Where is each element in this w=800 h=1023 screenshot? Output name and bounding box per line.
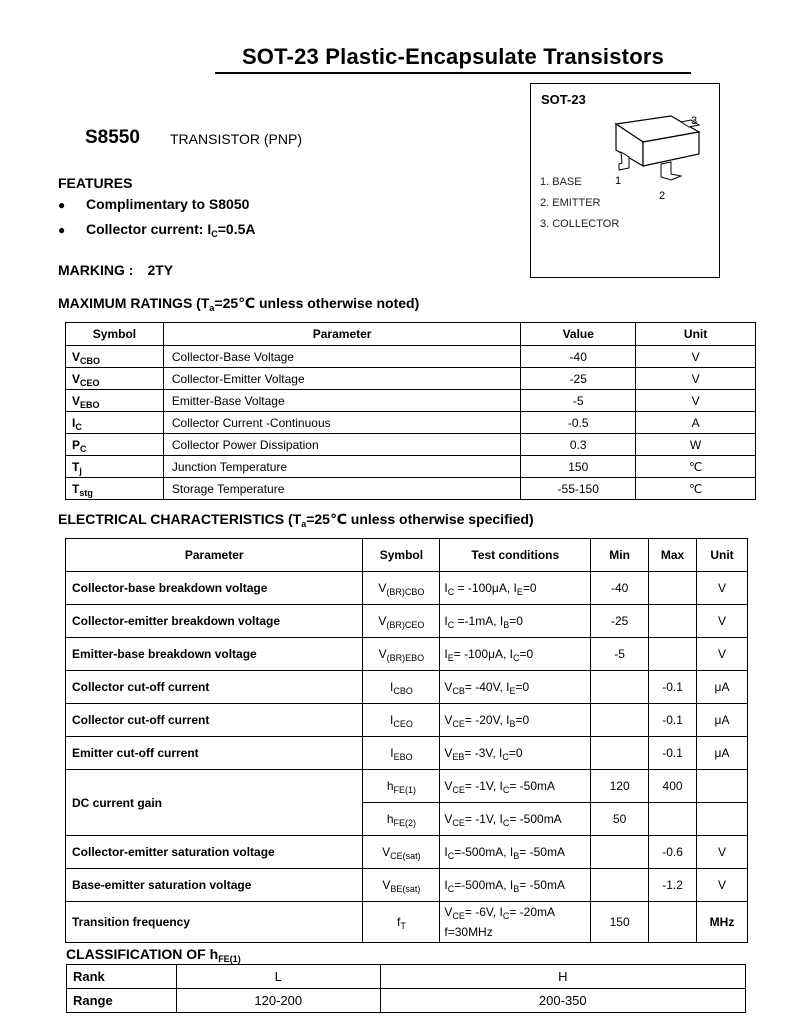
unit-cell: μA: [697, 737, 748, 770]
condition-cell: $I_C=-500mA$, $I_B= -50mA$: [440, 836, 591, 869]
symbol-cell: $I_C$: [66, 412, 164, 434]
pin-label: 1. BASE: [540, 176, 582, 188]
symbol-cell: $h_{FE(2)}$: [363, 803, 440, 836]
part-number: S8550: [85, 127, 140, 148]
parameter-cell: Emitter-Base Voltage: [163, 390, 520, 412]
parameter-cell: Collector-emitter breakdown voltage: [66, 605, 363, 638]
parameter-cell: Collector Power Dissipation: [163, 434, 520, 456]
unit-cell: ℃: [636, 478, 756, 500]
condition-cell: $I_C=-500mA$, $I_B= -50mA$: [440, 869, 591, 902]
pin-label: 2. EMITTER: [540, 197, 601, 209]
table-row: [66, 478, 756, 500]
part-type: TRANSISTOR (PNP): [170, 131, 302, 147]
classification-heading: CLASSIFICATION OF $h_{FE(1)}$: [66, 946, 241, 964]
unit-cell: W: [636, 434, 756, 456]
min-cell: 120: [591, 770, 649, 803]
max-cell: -0.1: [649, 737, 697, 770]
condition-line: $V_{CE}= -6V$, $I_C= -20mA$: [444, 905, 556, 921]
parameter-cell: Emitter cut-off current: [66, 737, 363, 770]
max-cell: [649, 902, 697, 943]
col-header: Symbol: [66, 323, 164, 346]
condition-cell: [440, 902, 591, 943]
condition-cell: $V_{CE}= -1V$, $I_C= -500mA$: [440, 803, 591, 836]
col-header: Min: [591, 539, 649, 572]
features-heading: FEATURES: [58, 175, 133, 191]
unit-cell: V: [697, 638, 748, 671]
symbol-cell: $V_{CBO}$: [66, 346, 164, 368]
max-cell: -0.6: [649, 836, 697, 869]
table-row: [66, 737, 748, 770]
col-header: Unit: [636, 323, 756, 346]
value-cell: -25: [521, 368, 636, 390]
feature-item: ● Collector current: $I_C=0.5A$: [58, 221, 256, 239]
condition-cell: $V_{CE}= -20V$, $I_B=0$: [440, 704, 591, 737]
condition-cell: $V_{CB}= -40V$, $I_E=0$: [440, 671, 591, 704]
package-diagram: [530, 83, 720, 278]
min-cell: -40: [591, 572, 649, 605]
parameter-cell: Collector cut-off current: [66, 671, 363, 704]
symbol-cell: $T_{stg}$: [66, 478, 164, 500]
table-row: [66, 869, 748, 902]
value-cell: H: [380, 965, 745, 989]
col-header: Parameter: [163, 323, 520, 346]
table-row: [66, 456, 756, 478]
table-row: [66, 704, 748, 737]
unit-cell: V: [697, 869, 748, 902]
parameter-cell: Collector Current -Continuous: [163, 412, 520, 434]
value-cell: L: [176, 965, 380, 989]
table-row: [66, 412, 756, 434]
unit-cell: MHz: [697, 902, 748, 943]
value-cell: -0.5: [521, 412, 636, 434]
table-row: [66, 902, 748, 943]
unit-cell: V: [636, 368, 756, 390]
min-cell: -25: [591, 605, 649, 638]
table-row: [66, 346, 756, 368]
pin-label: 3. COLLECTOR: [540, 218, 620, 230]
unit-cell: V: [697, 836, 748, 869]
col-header: Value: [521, 323, 636, 346]
table-row: [66, 836, 748, 869]
symbol-cell: $I_{EBO}$: [363, 737, 440, 770]
parameter-cell: Base-emitter saturation voltage: [66, 869, 363, 902]
bullet-icon: ●: [58, 223, 66, 237]
min-cell: 50: [591, 803, 649, 836]
min-cell: [591, 836, 649, 869]
condition-cell: $I_C =-1mA$, $I_B=0$: [440, 605, 591, 638]
unit-cell: ℃: [636, 456, 756, 478]
table-row: [67, 965, 746, 989]
unit-cell: V: [636, 390, 756, 412]
value-cell: 0.3: [521, 434, 636, 456]
max-ratings-heading: MAXIMUM RATINGS ($T_a=25℃$ unless otherwise noted): [58, 295, 420, 313]
max-cell: -0.1: [649, 704, 697, 737]
classification-table: [66, 964, 746, 1013]
table-row: [66, 572, 748, 605]
symbol-cell: $I_{CEO}$: [363, 704, 440, 737]
symbol-cell: $h_{FE(1)}$: [363, 770, 440, 803]
parameter-cell: Collector-base breakdown voltage: [66, 572, 363, 605]
unit-cell: V: [636, 346, 756, 368]
unit-cell: μA: [697, 671, 748, 704]
pin-number-2: 2: [659, 190, 666, 202]
table-row: [66, 368, 756, 390]
marking: MARKING : 2TY: [58, 262, 174, 278]
symbol-cell: $I_{CBO}$: [363, 671, 440, 704]
value-cell: -55-150: [521, 478, 636, 500]
symbol-cell: $V_{EBO}$: [66, 390, 164, 412]
feature-item: ● Complimentary to S8050: [58, 196, 250, 212]
parameter-cell: Storage Temperature: [163, 478, 520, 500]
col-header: Test conditions: [440, 539, 591, 572]
parameter-cell: Collector-emitter saturation voltage: [66, 836, 363, 869]
max-ratings-table: [65, 322, 756, 500]
pin-number-1: 1: [615, 175, 622, 187]
col-header: Symbol: [363, 539, 440, 572]
condition-cell: $V_{CE}= -1V$, $I_C= -50mA$: [440, 770, 591, 803]
electrical-characteristics-table: [65, 538, 748, 943]
package-name: SOT-23: [541, 92, 586, 107]
max-cell: [649, 803, 697, 836]
row-label: Range: [67, 989, 177, 1013]
unit-cell: V: [697, 605, 748, 638]
parameter-cell: Transition frequency: [66, 902, 363, 943]
value-cell: 120-200: [176, 989, 380, 1013]
parameter-cell: Collector-Base Voltage: [163, 346, 520, 368]
max-cell: 400: [649, 770, 697, 803]
condition-cell: $I_E= -100\mu A$, $I_C=0$: [440, 638, 591, 671]
max-cell: [649, 638, 697, 671]
symbol-cell: $V_{(BR)EBO}$: [363, 638, 440, 671]
value-cell: -40: [521, 346, 636, 368]
symbol-cell: $V_{(BR)CEO}$: [363, 605, 440, 638]
table-row: [66, 390, 756, 412]
value-cell: 150: [521, 456, 636, 478]
table-row: [66, 770, 748, 803]
parameter-cell: Collector-Emitter Voltage: [163, 368, 520, 390]
max-cell: -0.1: [649, 671, 697, 704]
col-header: Parameter: [66, 539, 363, 572]
col-header: Max: [649, 539, 697, 572]
max-cell: [649, 605, 697, 638]
elec-heading: ELECTRICAL CHARACTERISTICS ($T_a=25℃$ unless otherwise specified): [58, 511, 534, 529]
unit-cell: [697, 803, 748, 836]
bullet-icon: ●: [58, 198, 66, 212]
table-row: [66, 434, 756, 456]
value-cell: 200-350: [380, 989, 745, 1013]
parameter-cell: Junction Temperature: [163, 456, 520, 478]
max-cell: [649, 572, 697, 605]
min-cell: [591, 704, 649, 737]
unit-cell: μA: [697, 704, 748, 737]
pin-number-3: 3: [691, 115, 698, 127]
symbol-cell: $f_T$: [363, 902, 440, 943]
min-cell: -5: [591, 638, 649, 671]
table-row: [66, 671, 748, 704]
unit-cell: [697, 770, 748, 803]
symbol-cell: $P_C$: [66, 434, 164, 456]
condition-cell: $V_{EB}= -3V$, $I_C=0$: [440, 737, 591, 770]
condition-cell: $I_C = -100\mu A$, $I_E=0$: [440, 572, 591, 605]
symbol-cell: $V_{CEO}$: [66, 368, 164, 390]
symbol-cell: $T_j$: [66, 456, 164, 478]
symbol-cell: $V_{BE(sat)}$: [363, 869, 440, 902]
parameter-cell: DC current gain: [66, 770, 363, 836]
max-cell: -1.2: [649, 869, 697, 902]
page-title: SOT-23 Plastic-Encapsulate Transistors: [215, 44, 691, 74]
row-label: Rank: [67, 965, 177, 989]
parameter-cell: Emitter-base breakdown voltage: [66, 638, 363, 671]
min-cell: 150: [591, 902, 649, 943]
min-cell: [591, 869, 649, 902]
symbol-cell: $V_{(BR)CBO}$: [363, 572, 440, 605]
parameter-cell: Collector cut-off current: [66, 704, 363, 737]
unit-cell: A: [636, 412, 756, 434]
min-cell: [591, 737, 649, 770]
col-header: Unit: [697, 539, 748, 572]
table-row: [66, 638, 748, 671]
condition-line: f=30MHz: [444, 925, 493, 939]
unit-cell: V: [697, 572, 748, 605]
min-cell: [591, 671, 649, 704]
symbol-cell: $V_{CE(sat)}$: [363, 836, 440, 869]
value-cell: -5: [521, 390, 636, 412]
table-row: [67, 989, 746, 1013]
table-row: [66, 605, 748, 638]
